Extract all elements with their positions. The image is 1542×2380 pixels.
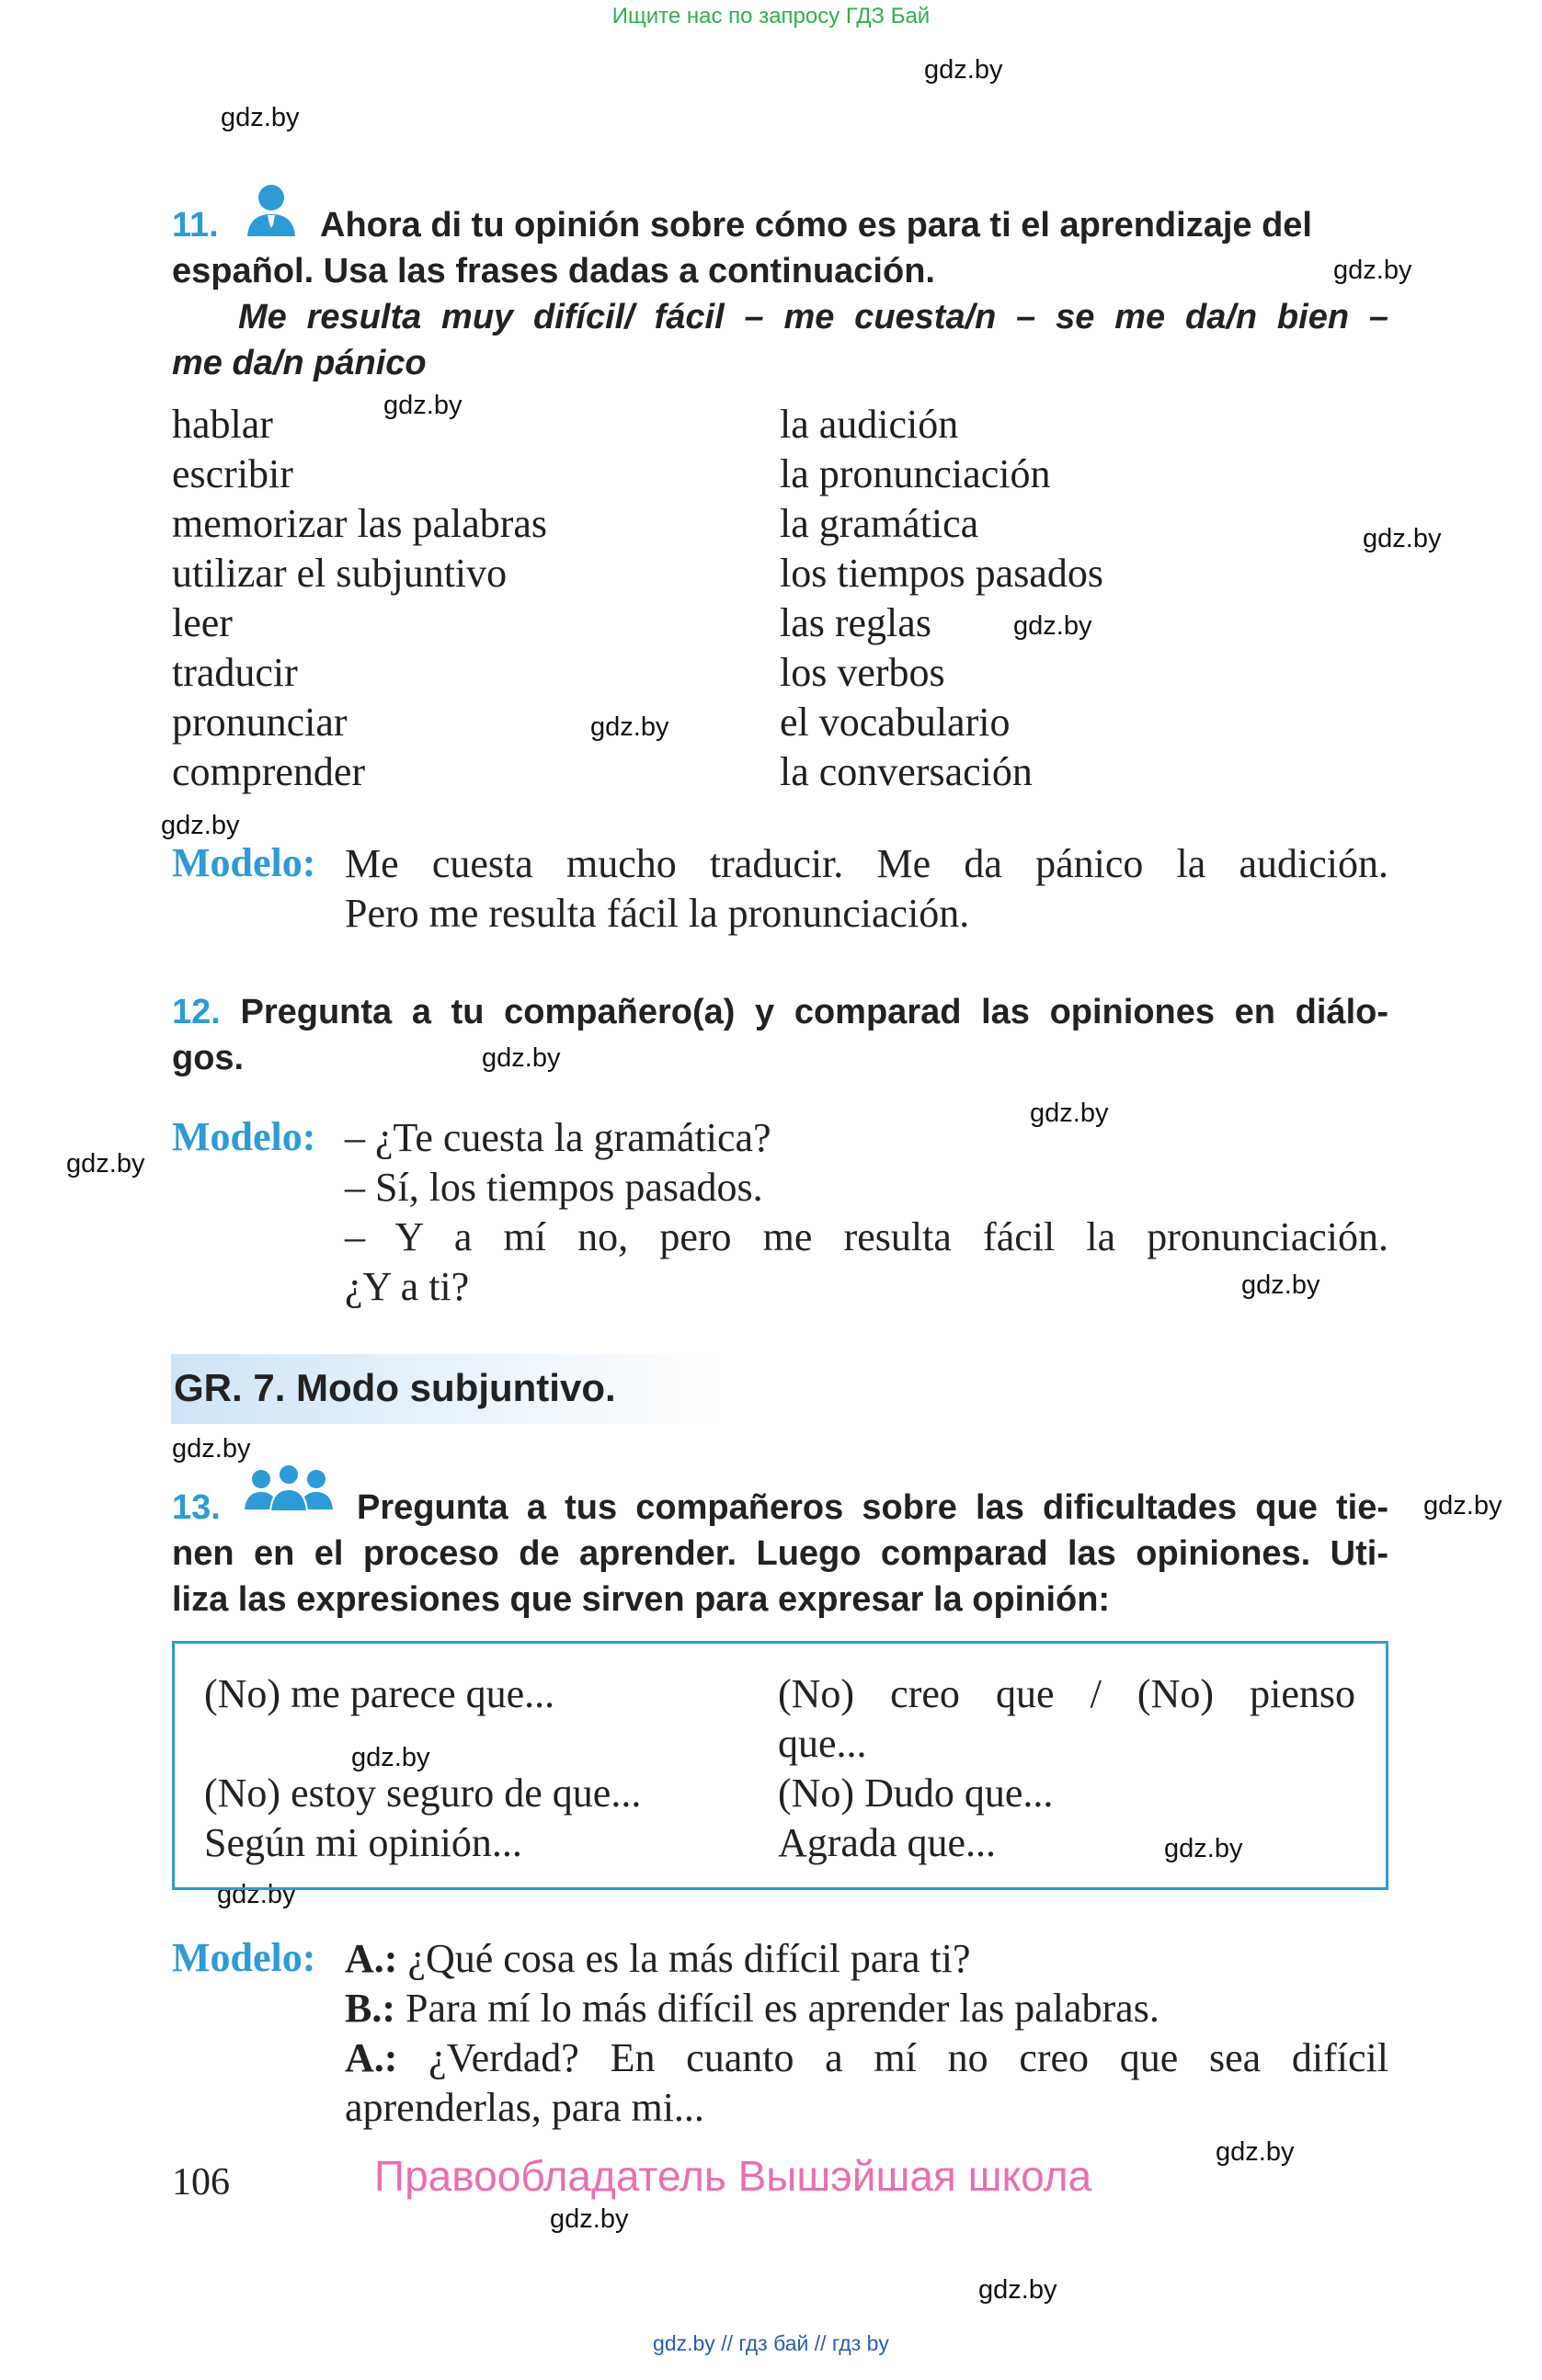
dialog-line xyxy=(345,1984,1388,2033)
group-people-icon xyxy=(241,1463,337,1513)
activity-item: memorizar las palabras xyxy=(172,501,548,546)
exercise-11-number xyxy=(172,202,219,248)
model-line: Pero me resulta fácil la pronunciación. xyxy=(345,891,970,936)
watermark: gdz.by xyxy=(590,712,669,742)
expression-item: Agrada que... xyxy=(778,1820,997,1865)
topic-item: la gramática xyxy=(780,501,979,546)
watermark: gdz.by xyxy=(217,1880,296,1909)
topic-item: la pronunciación xyxy=(780,451,1051,496)
topic-item: la conversación xyxy=(780,749,1033,794)
activity-item: leer xyxy=(172,600,233,645)
dialog-line: – Sí, los tiempos pasados. xyxy=(345,1165,763,1210)
activity-item: hablar xyxy=(172,402,273,447)
expression-item: (No) Dudo que... xyxy=(778,1771,1054,1816)
watermark: gdz.by xyxy=(1423,1491,1502,1520)
instruction-line xyxy=(172,989,1388,1035)
dialog-line xyxy=(345,2033,1388,2083)
grammar-heading: GR. 7. Modo subjuntivo. xyxy=(174,1366,616,1409)
activity-item: comprender xyxy=(172,749,366,794)
model-label: Modelo: xyxy=(172,1114,316,1159)
exercise-13-number xyxy=(172,1485,221,1531)
watermark: gdz.by xyxy=(351,1743,430,1772)
expression-item: (No) estoy seguro de que... xyxy=(204,1771,642,1816)
expression-item: (No) creo que / (No) pienso xyxy=(778,1671,1355,1716)
instruction-text: nen en el proceso de aprender. Luego comparad las opiniones. Uti- xyxy=(172,1534,1388,1573)
dialog-text: ¿Qué cosa es la más difícil para ti? xyxy=(407,1936,971,1981)
rights-holder: Правообладатель Вышэйшая школа xyxy=(374,2152,1092,2200)
footer-links[interactable]: gdz.by // гдз бай // гдз by xyxy=(653,2331,889,2355)
model-text xyxy=(345,839,1388,939)
activity-item: utilizar el subjuntivo xyxy=(172,551,508,596)
watermark: gdz.by xyxy=(1013,611,1092,641)
watermark: gdz.by xyxy=(1363,524,1442,553)
watermark: gdz.by xyxy=(66,1149,145,1179)
speaker-label: A.: xyxy=(345,2035,398,2080)
speaker-label: A.: xyxy=(345,1936,398,1981)
exercise-11-instruction-line2: español. Usa las frases dadas a continuación. xyxy=(172,252,935,290)
exercise-12-instruction xyxy=(172,989,1388,1081)
watermark: gdz.by xyxy=(1216,2137,1295,2167)
topic-item: los verbos xyxy=(780,650,945,695)
model-line: Me cuesta mucho traducir. Me da pánico la audición. xyxy=(345,841,1388,886)
activity-item: pronunciar xyxy=(172,700,348,745)
expression-item: Según mi opinión... xyxy=(204,1820,522,1865)
exercise-number: 12. xyxy=(172,993,221,1031)
exercise-11-instruction-line1: Ahora di tu opinión sobre cómo es para ti el aprendizaje del xyxy=(320,206,1312,245)
model-dialog xyxy=(345,1113,1388,1312)
single-person-icon xyxy=(246,184,296,237)
dialog-line: – ¿Te cuesta la gramática? xyxy=(345,1115,771,1160)
dialog-text: Para mí lo más difícil es aprender las palabras. xyxy=(405,1986,1159,2031)
watermark: gdz.by xyxy=(482,1043,561,1073)
dialog-line: ¿Y a ti? xyxy=(345,1264,470,1309)
watermark: gdz.by xyxy=(924,55,1003,85)
dialog-line: aprenderlas, para mi... xyxy=(345,2085,704,2130)
speaker-label: B.: xyxy=(345,1986,395,2031)
watermark: gdz.by xyxy=(1030,1099,1109,1128)
search-hint: Ищите нас по запросу ГДЗ Бай xyxy=(611,4,931,28)
instruction-line: gos. xyxy=(172,1039,245,1077)
activity-item: traducir xyxy=(172,650,298,695)
dialog-text: ¿Verdad? En cuanto a mí no creo que sea difícil xyxy=(428,2035,1389,2080)
watermark: gdz.by xyxy=(978,2275,1057,2305)
instruction-text: Pregunta a tus compañeros sobre las dificultades que tie- xyxy=(357,1488,1388,1527)
model-label: Modelo: xyxy=(172,1935,316,1980)
watermark: gdz.by xyxy=(221,103,300,132)
topic-item: los tiempos pasados xyxy=(780,551,1103,596)
watermark: gdz.by xyxy=(1164,1834,1243,1863)
dialog-line: – Y a mí no, pero me resulta fácil la pronunciación. xyxy=(345,1214,1388,1259)
model-dialog xyxy=(345,1934,1388,2133)
exercise-13-instruction-line1 xyxy=(357,1485,1388,1531)
instruction-text: Pregunta a tu compañero(a) y comparad las opiniones en diálo- xyxy=(240,993,1388,1031)
activity-item: escribir xyxy=(172,451,293,496)
watermark: gdz.by xyxy=(1333,256,1412,285)
exercise-11-phrases xyxy=(238,294,1388,340)
watermark: gdz.by xyxy=(550,2204,629,2234)
phrases-line: me da/n pánico xyxy=(172,344,427,382)
expression-column-right xyxy=(778,1669,1355,1868)
exercise-number: 13. xyxy=(172,1488,221,1527)
expression-item: que... xyxy=(778,1721,867,1766)
expression-item: (No) me parece que... xyxy=(204,1671,555,1716)
page-number: 106 xyxy=(172,2161,230,2203)
topic-item: la audición xyxy=(780,402,959,447)
topic-item: el vocabulario xyxy=(780,700,1011,745)
model-label: Modelo: xyxy=(172,840,316,885)
exercise-13-instruction-line3: liza las expresiones que sirven para expresar la opinión: xyxy=(172,1580,1111,1619)
exercise-13-instruction-line2 xyxy=(172,1531,1388,1577)
watermark: gdz.by xyxy=(1241,1270,1320,1300)
phrases-line: Me resulta muy difícil/ fácil – me cuesta/n – se me da/n bien – xyxy=(238,298,1388,336)
dialog-line xyxy=(345,1934,1388,1984)
watermark: gdz.by xyxy=(172,1434,251,1463)
exercise-number: 11. xyxy=(172,206,219,245)
topic-item: las reglas xyxy=(780,600,931,645)
watermark: gdz.by xyxy=(383,391,463,420)
watermark: gdz.by xyxy=(161,811,240,840)
